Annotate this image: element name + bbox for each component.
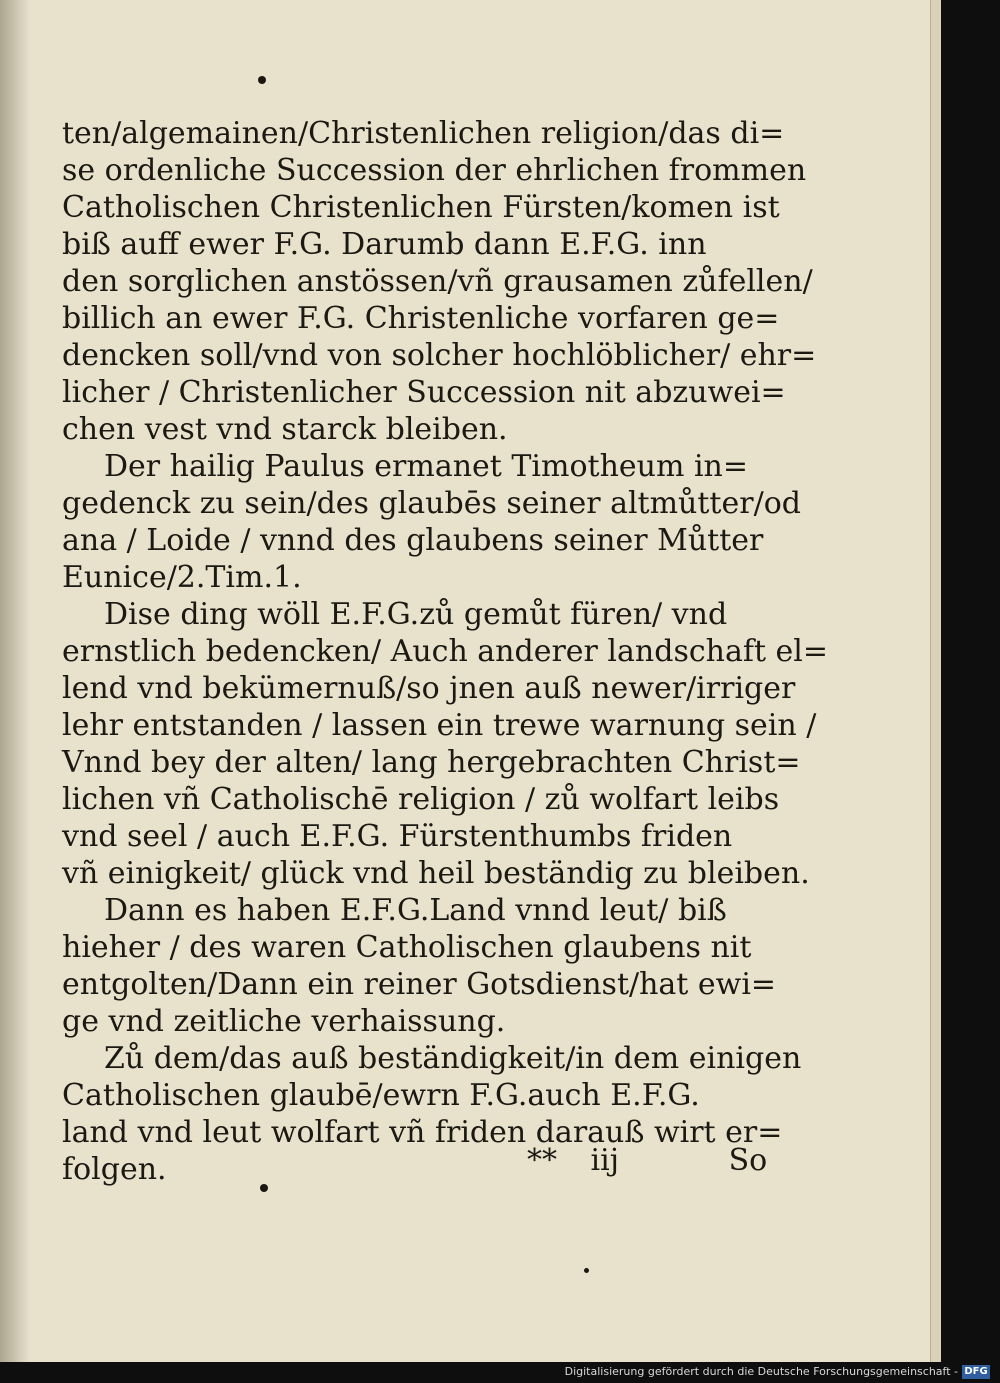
footer-bar (0, 1362, 1000, 1383)
text-line: se ordenliche Succession der ehrlichen frommen (62, 153, 807, 188)
text-line: vnd seel / auch E.F.G. Fürstenthumbs friden (62, 819, 733, 854)
signature-number: iij (590, 1143, 620, 1178)
text-line: lichen vñ Catholischē religion / zů wolfart leibs (62, 782, 780, 817)
text-line: entgolten/Dann ein reiner Gotsdienst/hat ewi= (62, 967, 777, 1002)
text-line: ana / Loide / vnnd des glaubens seiner Můtter (62, 523, 764, 558)
text-line: ge vnd zeitliche verhaissung. (62, 1004, 506, 1039)
ink-dot (258, 76, 266, 84)
text-line: Catholischen glaubē/ewrn F.G.auch E.F.G. (62, 1078, 700, 1113)
text-line: land vnd leut wolfart vñ friden darauß wirt er= (62, 1115, 783, 1150)
text-line: lend vnd bekümernuß/so jnen auß newer/irriger (62, 671, 796, 706)
ink-dot (584, 1268, 589, 1273)
text-line: Catholischen Christenlichen Fürsten/komen ist (62, 190, 780, 225)
dfg-logo-icon: DFG (962, 1365, 990, 1379)
page-edge (930, 0, 941, 1362)
text-line: Zů dem/das auß beständigkeit/in dem einigen (104, 1041, 802, 1076)
text-line: Der hailig Paulus ermanet Timotheum in= (104, 449, 749, 484)
text-line: gedenck zu sein/des glaubēs seiner altmůtter/od (62, 486, 801, 521)
page-gutter-shadow (0, 0, 30, 1362)
text-line: Eunice/2.Tim.1. (62, 560, 302, 595)
text-line: folgen. (62, 1152, 167, 1187)
text-line: chen vest vnd starck bleiben. (62, 412, 508, 447)
text-line: ten/algemainen/Christenlichen religion/das di= (62, 116, 785, 151)
text-line: Dann es haben E.F.G.Land vnnd leut/ biß (104, 893, 727, 928)
text-line: dencken soll/vnd von solcher hochlöblicher/ ehr= (62, 338, 817, 373)
footer-credit: Digitalisierung gefördert durch die Deutsche Forschungsgemeinschaft - (564, 1365, 958, 1378)
text-line: lehr entstanden / lassen ein trewe warnung sein / (62, 708, 817, 743)
text-line: ernstlich bedencken/ Auch anderer landschaft el= (62, 634, 829, 669)
ink-dot (260, 1184, 268, 1192)
text-line: vñ einigkeit/ glück vnd heil beständig zu bleiben. (62, 856, 810, 891)
signature-mark: ** (527, 1143, 557, 1178)
text-line: Vnnd bey der alten/ lang hergebrachten Christ= (62, 745, 801, 780)
text-line: licher / Christenlicher Succession nit abzuwei= (62, 375, 786, 410)
text-line: hieher / des waren Catholischen glaubens nit (62, 930, 752, 965)
text-line: billich an ewer F.G. Christenliche vorfaren ge= (62, 301, 780, 336)
text-line: den sorglichen anstössen/vñ grausamen zůfellen/ (62, 264, 813, 299)
catchword: So (728, 1143, 768, 1178)
text-line: Dise ding wöll E.F.G.zů gemůt füren/ vnd (104, 597, 728, 632)
text-line: biß auff ewer F.G. Darumb dann E.F.G. inn (62, 227, 707, 262)
signature-line (527, 1143, 767, 1178)
